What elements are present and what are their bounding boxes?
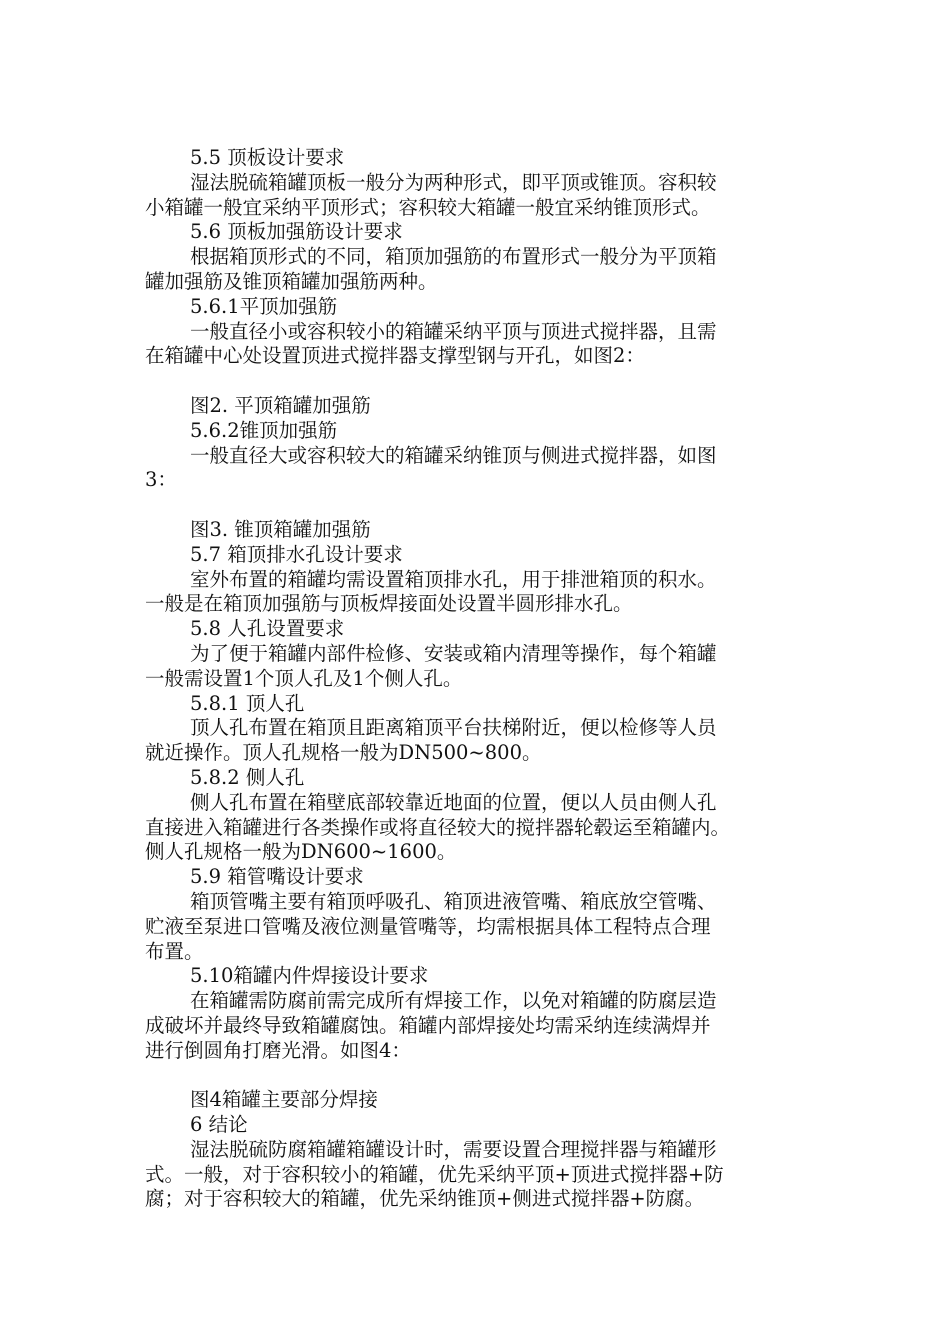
document-body bbox=[145, 146, 805, 1212]
section-heading-5-10: 5.10箱罐内件焊接设计要求 bbox=[190, 964, 429, 988]
section-heading-5-6: 5.6 顶板加强筋设计要求 bbox=[190, 220, 403, 244]
paragraph-line: 成破坏并最终导致箱罐腐蚀。箱罐内部焊接处均需采纳连续满焊并 bbox=[145, 1013, 711, 1037]
section-heading-5-9: 5.9 箱管嘴设计要求 bbox=[190, 865, 364, 889]
paragraph-line: 室外布置的箱罐均需设置箱顶排水孔，用于排泄箱顶的积水。 bbox=[190, 567, 717, 591]
section-heading-5-7: 5.7 箱顶排水孔设计要求 bbox=[190, 542, 403, 566]
paragraph-line: 布置。 bbox=[145, 939, 204, 963]
section-heading-5-6-1: 5.6.1平顶加强筋 bbox=[190, 294, 338, 318]
blank-line bbox=[145, 1063, 805, 1088]
section-heading-5-8-2: 5.8.2 侧人孔 bbox=[190, 765, 305, 789]
paragraph-line: 式。一般，对于容积较小的箱罐，优先采纳平顶+顶进式搅拌器+防 bbox=[145, 1162, 724, 1186]
paragraph-line: 湿法脱硫箱罐顶板一般分为两种形式，即平顶或锥顶。容积较 bbox=[190, 170, 717, 194]
paragraph-line: 箱顶管嘴主要有箱顶呼吸孔、箱顶进液管嘴、箱底放空管嘴、 bbox=[190, 889, 717, 913]
blank-line bbox=[145, 369, 805, 394]
paragraph-line: 侧人孔规格一般为DN600~1600。 bbox=[145, 840, 457, 864]
paragraph-line: 罐加强筋及锥顶箱罐加强筋两种。 bbox=[145, 269, 438, 293]
section-heading-5-8-1: 5.8.1 顶人孔 bbox=[190, 691, 305, 715]
section-heading-6: 6 结论 bbox=[190, 1113, 248, 1137]
paragraph-line: 一般直径大或容积较大的箱罐采纳锥顶与侧进式搅拌器，如图 bbox=[190, 443, 717, 467]
paragraph-line: 在箱罐中心处设置顶进式搅拌器支撑型钢与开孔，如图2： bbox=[145, 344, 645, 368]
paragraph-line: 为了便于箱罐内部件检修、安装或箱内清理等操作，每个箱罐 bbox=[190, 641, 717, 665]
paragraph-line: 侧人孔布置在箱壁底部较靠近地面的位置，便以人员由侧人孔 bbox=[190, 790, 717, 814]
section-heading-5-6-2: 5.6.2锥顶加强筋 bbox=[190, 418, 338, 442]
paragraph-line: 就近操作。顶人孔规格一般为DN500~800。 bbox=[145, 741, 542, 765]
paragraph-line: 一般直径小或容积较小的箱罐采纳平顶与顶进式搅拌器，且需 bbox=[190, 319, 717, 343]
section-heading-5-5: 5.5 顶板设计要求 bbox=[190, 146, 345, 169]
paragraph-line: 腐；对于容积较大的箱罐，优先采纳锥顶+侧进式搅拌器+防腐。 bbox=[145, 1187, 705, 1211]
blank-line bbox=[145, 493, 805, 518]
figure-caption-4: 图4箱罐主要部分焊接 bbox=[190, 1088, 378, 1112]
paragraph-line: 湿法脱硫防腐箱罐箱罐设计时，需要设置合理搅拌器与箱罐形 bbox=[190, 1137, 717, 1161]
paragraph-line: 一般是在箱顶加强筋与顶板焊接面处设置半圆形排水孔。 bbox=[145, 592, 633, 616]
paragraph-line: 贮液至泵进口管嘴及液位测量管嘴等，均需根据具体工程特点合理 bbox=[145, 914, 711, 938]
paragraph-line: 小箱罐一般宜采纳平顶形式；容积较大箱罐一般宜采纳锥顶形式。 bbox=[145, 195, 711, 219]
paragraph-line: 顶人孔布置在箱顶且距离箱顶平台扶梯附近，便以检修等人员 bbox=[190, 716, 717, 740]
section-heading-5-8: 5.8 人孔设置要求 bbox=[190, 617, 345, 641]
figure-caption-3: 图3. 锥顶箱罐加强筋 bbox=[190, 517, 371, 541]
paragraph-line: 直接进入箱罐进行各类操作或将直径较大的搅拌器轮毂运至箱罐内。 bbox=[145, 815, 731, 839]
paragraph-line: 一般需设置1个顶人孔及1个侧人孔。 bbox=[145, 666, 463, 690]
figure-caption-2: 图2. 平顶箱罐加强筋 bbox=[190, 393, 371, 417]
paragraph-line: 3： bbox=[145, 468, 177, 492]
paragraph-line: 进行倒圆角打磨光滑。如图4： bbox=[145, 1038, 411, 1062]
paragraph-line: 根据箱顶形式的不同，箱顶加强筋的布置形式一般分为平顶箱 bbox=[190, 245, 717, 269]
paragraph-line: 在箱罐需防腐前需完成所有焊接工作，以免对箱罐的防腐层造 bbox=[190, 989, 717, 1013]
